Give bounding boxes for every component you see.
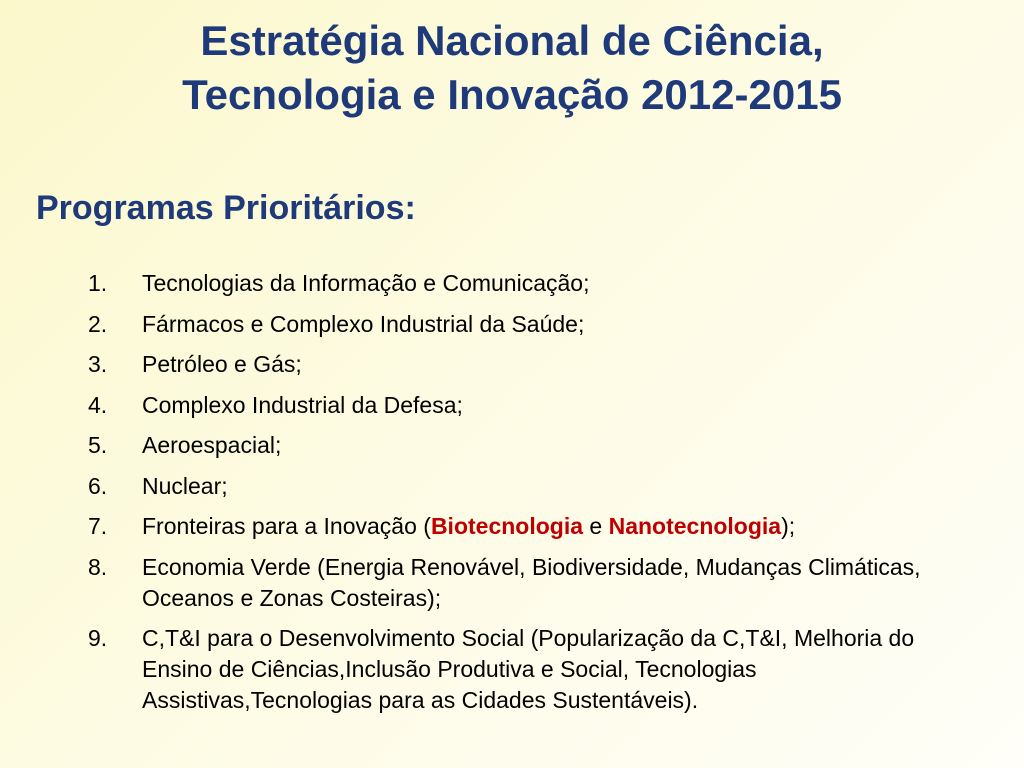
list-item — [0, 349, 1024, 380]
item-text-suffix: ); — [781, 513, 796, 539]
item-text: Aeroespacial; — [142, 432, 282, 458]
highlight-biotecnologia: Biotecnologia — [430, 513, 583, 539]
item-text-connector: e — [583, 513, 609, 539]
item-number: 1. — [88, 270, 108, 296]
item-text: Tecnologias da Informação e Comunicação; — [142, 270, 590, 296]
list-item — [0, 552, 1024, 614]
list-item — [0, 430, 1024, 461]
item-text: Economia Verde (Energia Renovável, Biodiversidade, Mudanças Climáticas, Oceanos e Zonas Costeiras); — [142, 553, 921, 611]
item-text: Fármacos e Complexo Industrial da Saúde; — [142, 310, 585, 337]
item-number: 9. — [88, 625, 108, 651]
item-number: 3. — [88, 351, 108, 377]
item-text: C,T&I para o Desenvolvimento Social (Popularização da C,T&I, Melhoria do Ensino de Ciências,Inclusão Produtiva e Social, Tecnologias Assistivas,Tecnologias para as Cidades Sustentáveis). — [142, 625, 915, 713]
slide-title — [0, 14, 1024, 122]
list-item — [0, 268, 1024, 299]
item-number: 8. — [88, 553, 108, 580]
highlight-nanotecnologia: Nanotecnologia — [608, 513, 782, 539]
item-number: 2. — [88, 310, 108, 337]
list-item — [0, 390, 1024, 421]
item-number: 4. — [88, 391, 108, 418]
item-number: 5. — [88, 432, 108, 458]
title-line-1: Estratégia Nacional de Ciência, — [200, 17, 824, 64]
item-number: 7. — [88, 513, 108, 539]
item-number: 6. — [88, 472, 108, 499]
item-text-prefix: Fronteiras para a Inovação ( — [142, 513, 431, 539]
item-text: Petróleo e Gás; — [142, 351, 302, 377]
priority-programs-list — [0, 268, 1024, 726]
list-item — [0, 309, 1024, 340]
list-item — [0, 623, 1024, 716]
section-heading: Programas Prioritários: — [36, 189, 416, 227]
title-line-2: Tecnologia e Inovação 2012-2015 — [182, 71, 842, 118]
list-item — [0, 511, 1024, 542]
item-text: Complexo Industrial da Defesa; — [142, 391, 463, 418]
list-item — [0, 471, 1024, 502]
item-text: Nuclear; — [142, 472, 228, 499]
